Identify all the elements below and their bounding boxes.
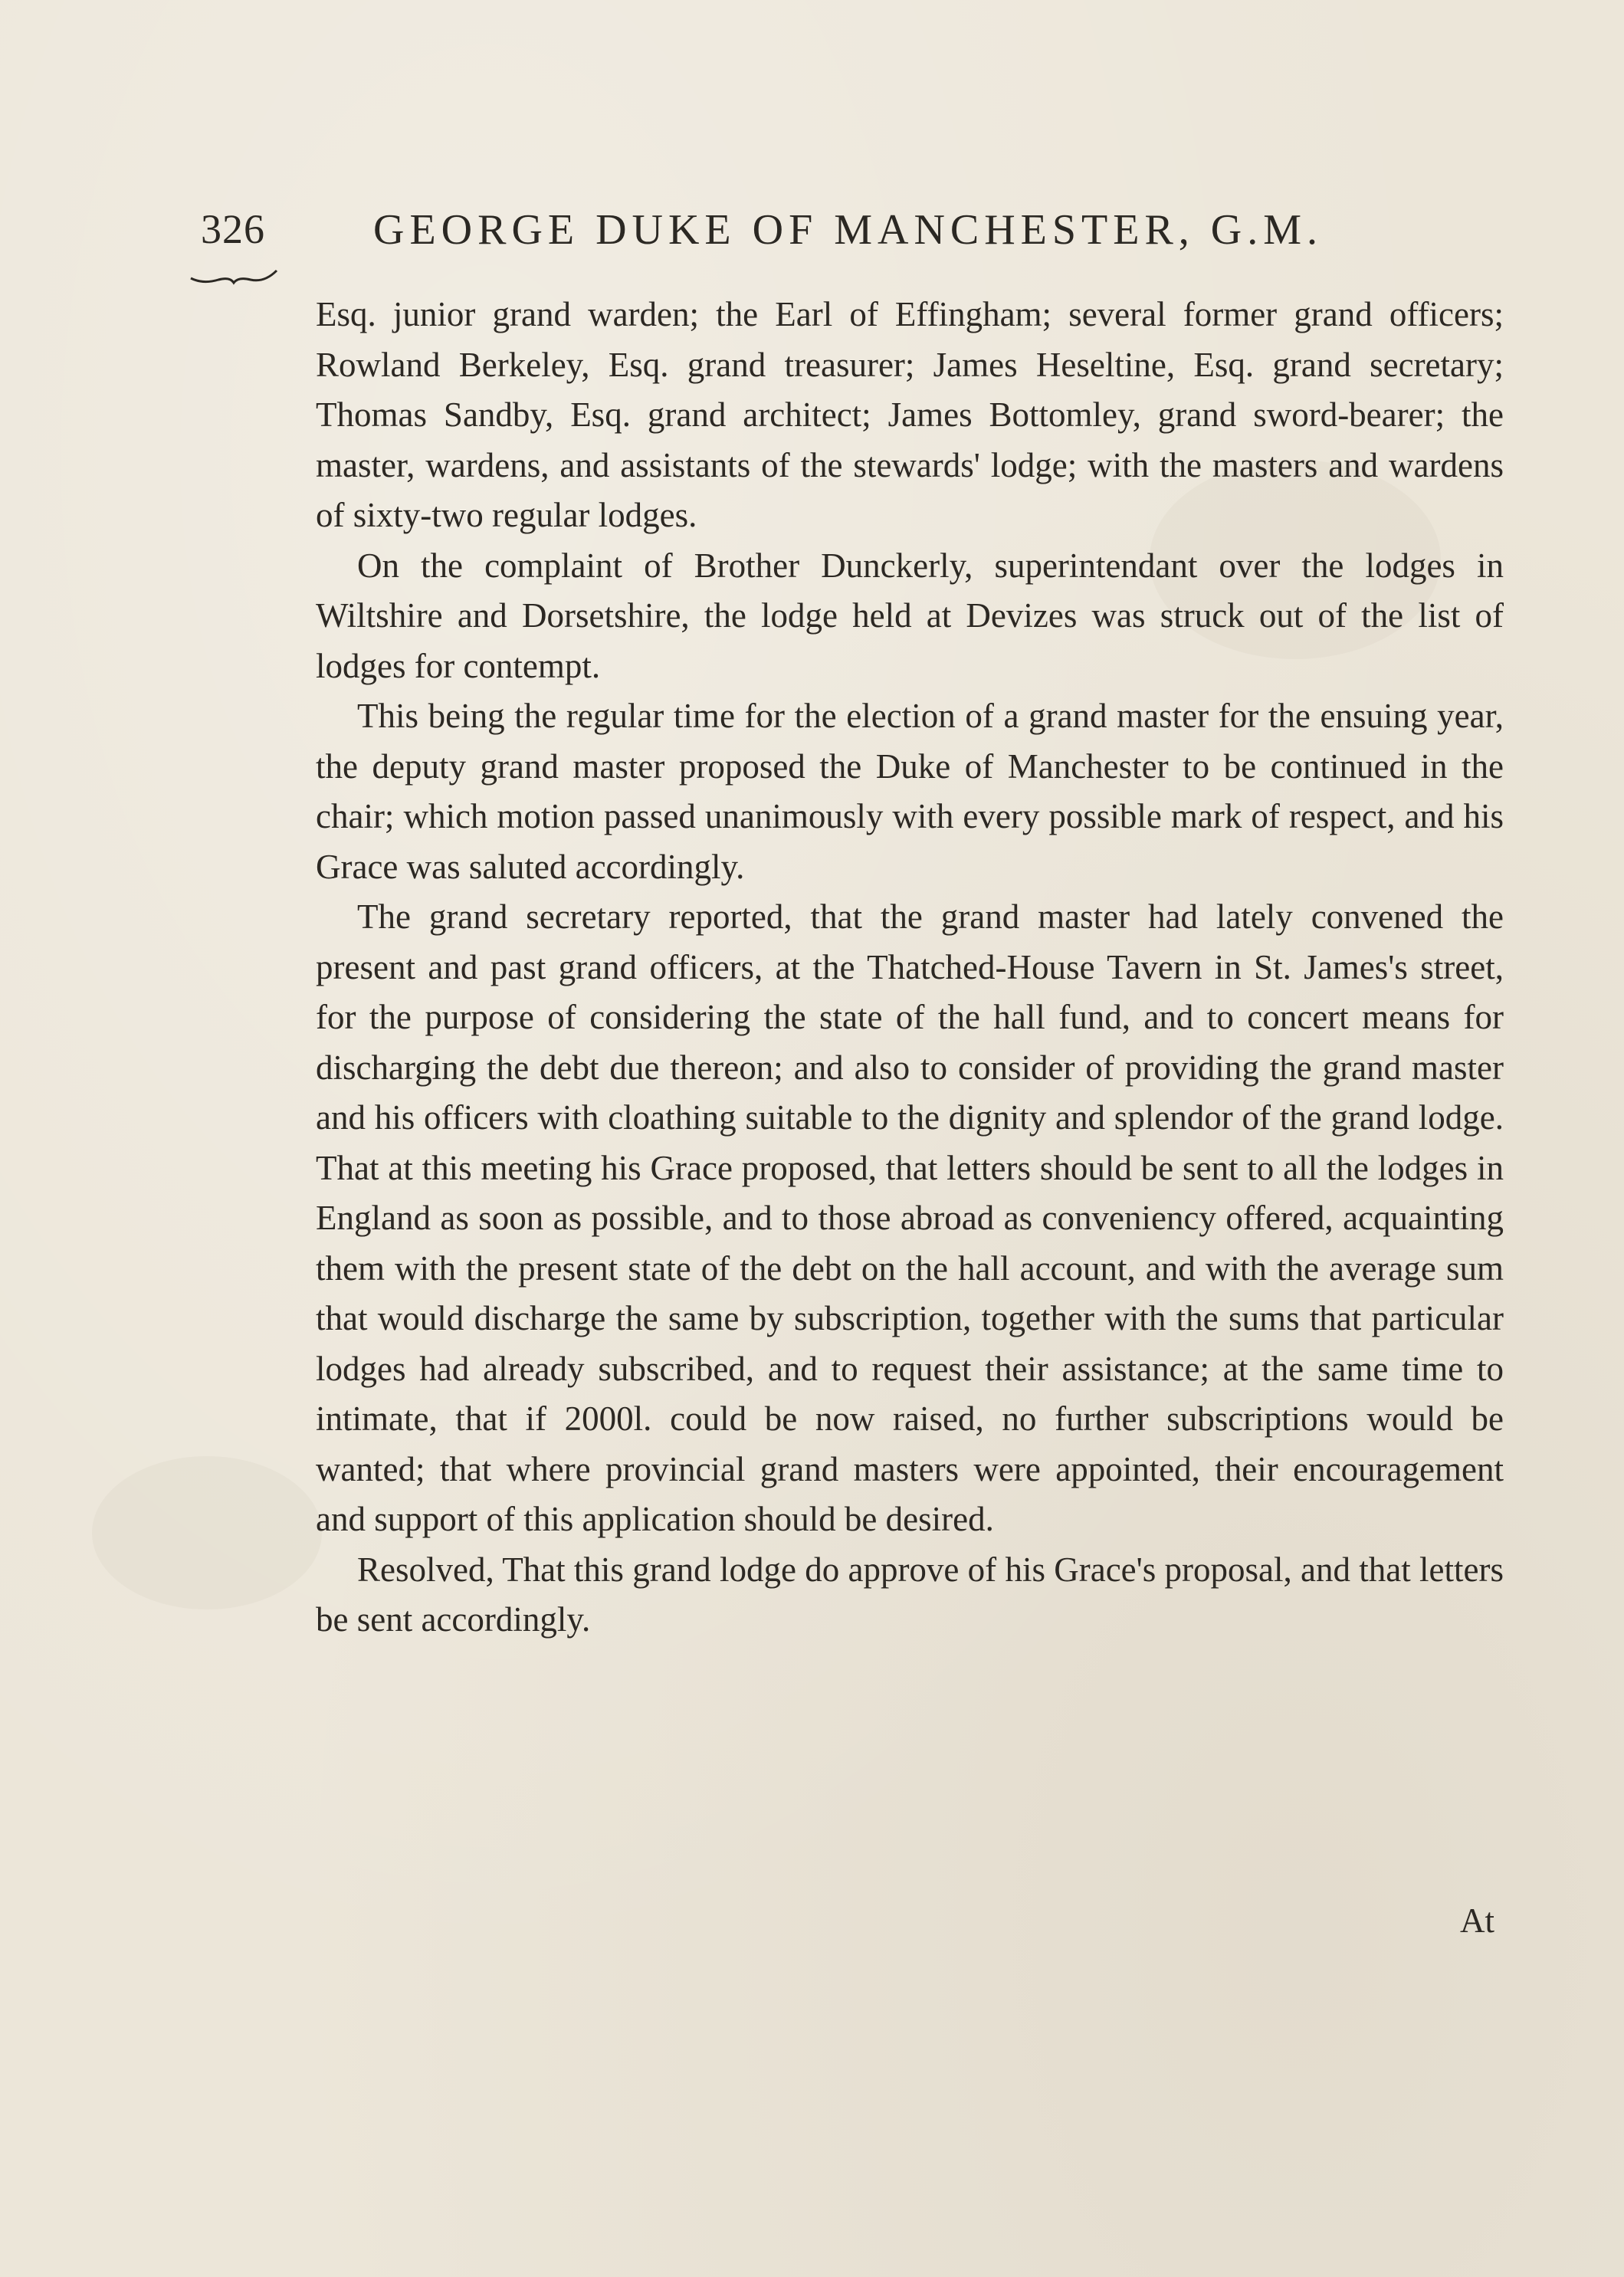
header-flourish-ornament — [188, 264, 280, 287]
body-text — [316, 290, 1504, 1645]
running-head: GEORGE DUKE OF MANCHESTER, G.M. — [373, 206, 1324, 254]
paragraph: Esq. junior grand warden; the Earl of Effingham; several former grand officers; Rowland Berkeley, Esq. grand treasurer; James Heseltine, Esq. grand secretary; Thomas Sandby, Esq. grand architect; James Bottomley, grand sword-bearer; the master, wardens, and assistants of the stewards' lodge; with the masters and wardens of sixty-two regular lodges. — [316, 295, 1504, 534]
catchword: At — [1460, 1901, 1494, 1940]
paper-stain — [92, 1456, 322, 1609]
paragraph: On the complaint of Brother Dunckerly, superintendant over the lodges in Wiltshire and Dorsetshire, the lodge held at Devizes was struck out of the list of lodges for contempt. — [316, 546, 1504, 685]
page-number: 326 — [201, 206, 265, 252]
paragraph: Resolved, That this grand lodge do approve of his Grace's proposal, and that letters be sent accordingly. — [316, 1550, 1504, 1639]
paragraph: This being the regular time for the election of a grand master for the ensuing year, the deputy grand master proposed the Duke of Manchester to be continued in the chair; which motion passed unanimously with every possible mark of respect, and his Grace was saluted accordingly. — [316, 697, 1504, 886]
page-header — [201, 205, 1504, 267]
paragraph: The grand secretary reported, that the grand master had lately convened the present and past grand officers, at the Thatched-House Tavern in St. James's street, for the purpose of considering the state of the hall fund, and to concert means for discharging the debt due thereon; and also to consider of providing the grand master and his officers with cloathing suitable to the dignity and splendor of the grand lodge. That at this meeting his Grace proposed, that letters should be sent to all the lodges in England as soon as possible, and to those abroad as conveniency offered, acquainting them with the present state of the debt on the hall account, and with the average sum that would discharge the same by subscription, together with the sums that particular lodges had already subscribed, and to request their assistance; at the same time to intimate, that if 2000l. could be now raised, no further subscriptions would be wanted; that where provincial grand masters were appointed, their encouragement and support of this application should be desired. — [316, 897, 1504, 1538]
